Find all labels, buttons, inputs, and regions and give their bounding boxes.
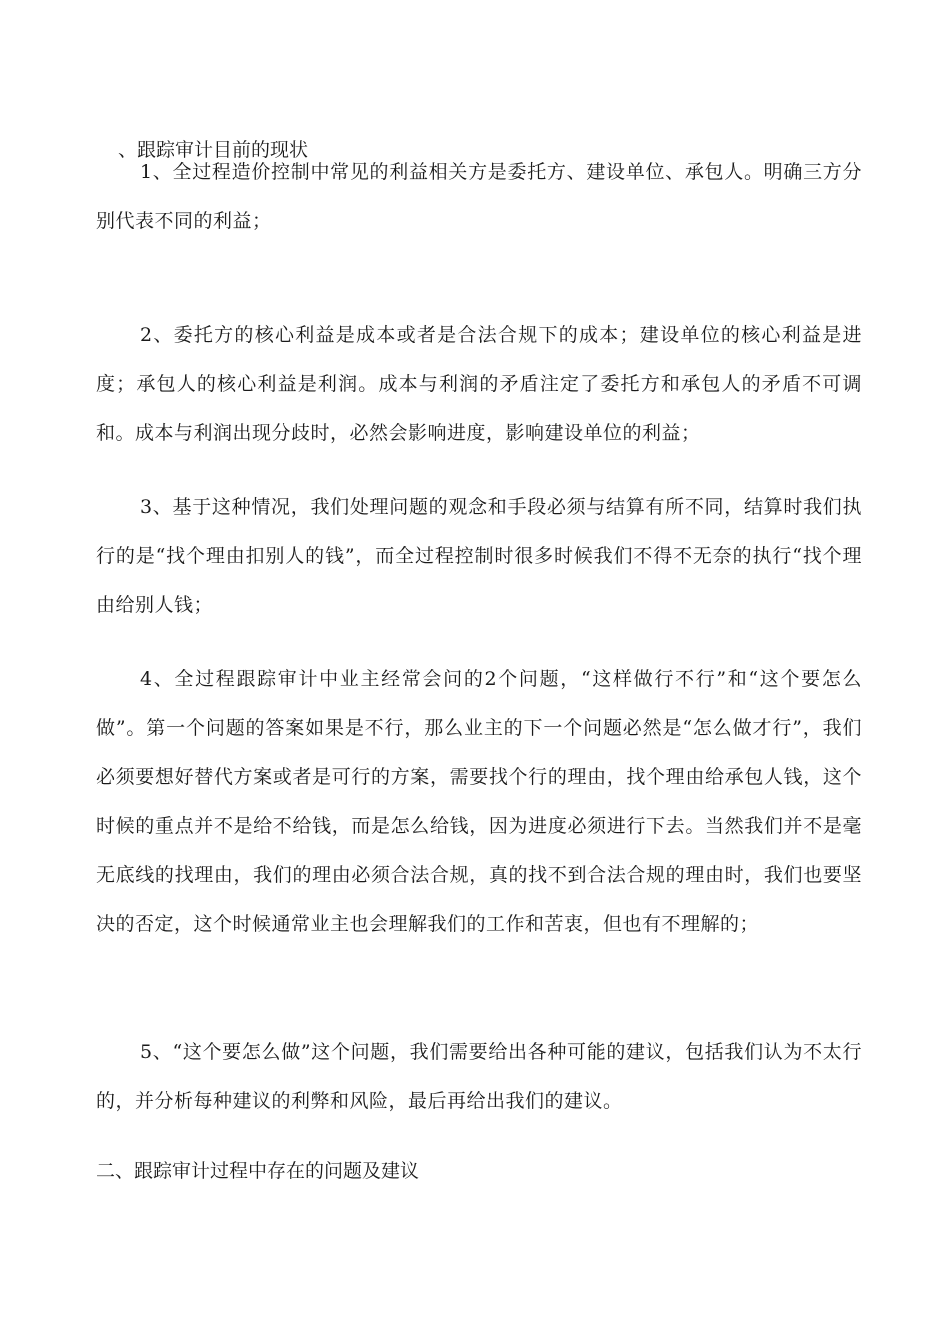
paragraph-5: 5、“这个要怎么做”这个问题，我们需要给出各种可能的建议，包括我们认为不太行的，并分析每种建议的利弊和风险，最后再给出我们的建议。 (96, 1041, 862, 1112)
paragraph-3: 3、基于这种情况，我们处理问题的观念和手段必须与结算有所不同，结算时我们执行的是“找个理由扣别人的钱”，而全过程控制时很多时候我们不得不无奈的执行“找个理由给别人钱； (96, 496, 862, 616)
section-heading-problems-and-suggestions: 二、跟踪审计过程中存在的问题及建议 (96, 1160, 420, 1182)
paragraph-2: 2、委托方的核心利益是成本或者是合法合规下的成本；建设单位的核心利益是进度；承包人的核心利益是利润。成本与利润的矛盾注定了委托方和承包人的矛盾不可调和。成本与利润出现分歧时，必然会影响进度，影响建设单位的利益； (96, 324, 862, 444)
paragraph-1: 1、全过程造价控制中常见的利益相关方是委托方、建设单位、承包人。明确三方分别代表不同的利益； (96, 161, 862, 232)
paragraph-4: 4、全过程跟踪审计中业主经常会问的2个问题，“这样做行不行”和“这个要怎么做”。第一个问题的答案如果是不行，那么业主的下一个问题必然是“怎么做才行”，我们必须要想好替代方案或者是可行的方案，需要找个行的理由，找个理由给承包人钱，这个时候的重点并不是给不给钱，而是怎么给钱，因为进度必须进行下去。当然我们并不是毫无底线的找理由，我们的理由必须合法合规，真的找不到合法合规的理由时，我们也要坚决的否定，这个时候通常业主也会理解我们的工作和苦衷，但也有不理解的； (96, 668, 862, 935)
section-heading-current-status: 、跟踪审计目前的现状 (118, 139, 309, 161)
